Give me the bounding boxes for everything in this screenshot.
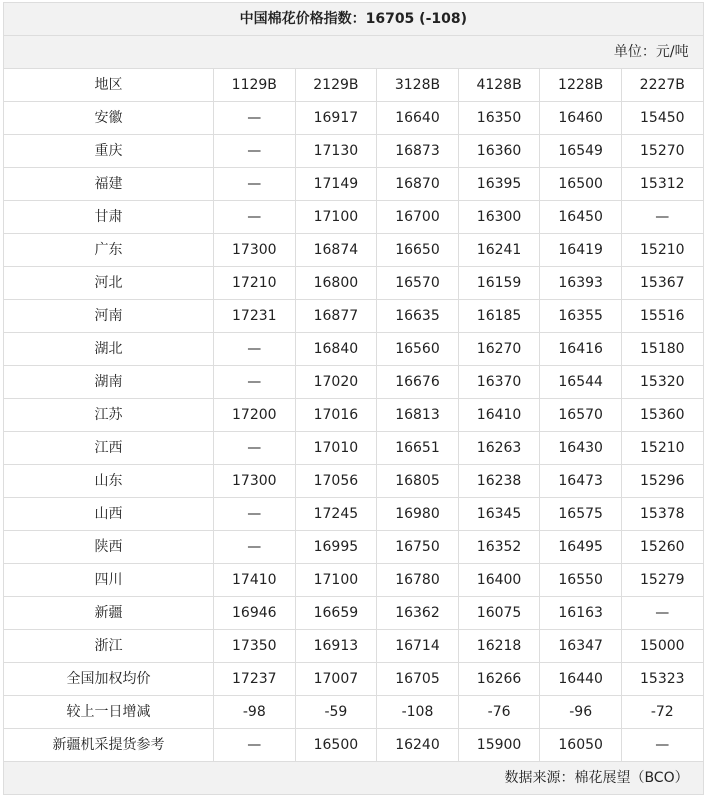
table-row <box>4 696 704 729</box>
price-cell: — <box>621 729 703 762</box>
price-cell: 16544 <box>540 366 622 399</box>
table-row <box>4 498 704 531</box>
price-cell: 16362 <box>377 597 459 630</box>
price-cell: 16050 <box>540 729 622 762</box>
header-grade: 4128B <box>458 69 540 102</box>
price-cell: 15320 <box>621 366 703 399</box>
price-cell: 16473 <box>540 465 622 498</box>
price-cell: 17010 <box>295 432 377 465</box>
price-cell: -72 <box>621 696 703 729</box>
price-cell: 17056 <box>295 465 377 498</box>
price-cell: 16266 <box>458 663 540 696</box>
region-cell: 河南 <box>4 300 214 333</box>
price-cell: — <box>214 135 296 168</box>
table-row <box>4 102 704 135</box>
price-cell: 16430 <box>540 432 622 465</box>
region-cell: 四川 <box>4 564 214 597</box>
price-cell: 17149 <box>295 168 377 201</box>
price-cell: 16575 <box>540 498 622 531</box>
table-row <box>4 564 704 597</box>
table-row <box>4 201 704 234</box>
header-row <box>4 69 704 102</box>
price-cell: -96 <box>540 696 622 729</box>
price-cell: -59 <box>295 696 377 729</box>
price-cell: 16410 <box>458 399 540 432</box>
price-cell: 16640 <box>377 102 459 135</box>
price-cell: 16870 <box>377 168 459 201</box>
price-cell: -98 <box>214 696 296 729</box>
price-cell: 17007 <box>295 663 377 696</box>
price-cell: 15210 <box>621 234 703 267</box>
region-cell: 甘肃 <box>4 201 214 234</box>
price-cell: — <box>214 333 296 366</box>
region-cell: 河北 <box>4 267 214 300</box>
price-cell: 16676 <box>377 366 459 399</box>
header-region: 地区 <box>4 69 214 102</box>
price-cell: 15378 <box>621 498 703 531</box>
price-cell: 17210 <box>214 267 296 300</box>
price-cell: 17016 <box>295 399 377 432</box>
table-title: 中国棉花价格指数：16705 (-108) <box>4 3 704 36</box>
price-cell: 16780 <box>377 564 459 597</box>
price-cell: 15367 <box>621 267 703 300</box>
price-cell: 15450 <box>621 102 703 135</box>
price-cell: — <box>214 531 296 564</box>
price-cell: 16750 <box>377 531 459 564</box>
table-row <box>4 399 704 432</box>
price-cell: -108 <box>377 696 459 729</box>
price-cell: 16570 <box>540 399 622 432</box>
source-label: 数据来源：棉花展望（BCO） <box>4 762 704 795</box>
table-row <box>4 432 704 465</box>
table-row <box>4 531 704 564</box>
header-grade: 3128B <box>377 69 459 102</box>
region-cell: 重庆 <box>4 135 214 168</box>
price-cell: 17237 <box>214 663 296 696</box>
price-cell: 16355 <box>540 300 622 333</box>
price-cell: 16873 <box>377 135 459 168</box>
price-cell: 16917 <box>295 102 377 135</box>
price-cell: 15180 <box>621 333 703 366</box>
region-cell: 浙江 <box>4 630 214 663</box>
price-table-container <box>3 2 703 795</box>
table-row <box>4 168 704 201</box>
price-cell: — <box>214 498 296 531</box>
price-cell: 16350 <box>458 102 540 135</box>
region-cell: 山东 <box>4 465 214 498</box>
price-cell: — <box>214 366 296 399</box>
price-cell: 17410 <box>214 564 296 597</box>
price-cell: 15000 <box>621 630 703 663</box>
table-row <box>4 597 704 630</box>
region-cell: 新疆 <box>4 597 214 630</box>
price-cell: 16700 <box>377 201 459 234</box>
price-cell: 16840 <box>295 333 377 366</box>
price-cell: 17350 <box>214 630 296 663</box>
region-cell: 安徽 <box>4 102 214 135</box>
region-cell: 全国加权均价 <box>4 663 214 696</box>
price-cell: 17130 <box>295 135 377 168</box>
price-cell: 15360 <box>621 399 703 432</box>
price-cell: 16360 <box>458 135 540 168</box>
region-cell: 陕西 <box>4 531 214 564</box>
price-cell: 17245 <box>295 498 377 531</box>
price-cell: 16440 <box>540 663 622 696</box>
title-row <box>4 3 704 36</box>
price-cell: — <box>621 201 703 234</box>
price-cell: 16946 <box>214 597 296 630</box>
region-cell: 福建 <box>4 168 214 201</box>
table-row <box>4 630 704 663</box>
price-cell: 16163 <box>540 597 622 630</box>
price-cell: — <box>621 597 703 630</box>
price-cell: 16913 <box>295 630 377 663</box>
price-cell: — <box>214 201 296 234</box>
price-cell: 16877 <box>295 300 377 333</box>
table-row <box>4 135 704 168</box>
price-cell: 16393 <box>540 267 622 300</box>
price-cell: 16159 <box>458 267 540 300</box>
price-cell: 17020 <box>295 366 377 399</box>
table-row <box>4 333 704 366</box>
price-cell: 16705 <box>377 663 459 696</box>
table-row <box>4 366 704 399</box>
price-cell: 16347 <box>540 630 622 663</box>
source-row <box>4 762 704 795</box>
price-cell: 16650 <box>377 234 459 267</box>
price-cell: 16241 <box>458 234 540 267</box>
price-cell: 15900 <box>458 729 540 762</box>
price-cell: 16240 <box>377 729 459 762</box>
price-cell: — <box>214 102 296 135</box>
price-cell: 16218 <box>458 630 540 663</box>
header-grade: 2129B <box>295 69 377 102</box>
price-cell: 16460 <box>540 102 622 135</box>
table-row <box>4 729 704 762</box>
region-cell: 湖南 <box>4 366 214 399</box>
price-cell: 16419 <box>540 234 622 267</box>
price-cell: 15516 <box>621 300 703 333</box>
price-cell: 16813 <box>377 399 459 432</box>
price-cell: -76 <box>458 696 540 729</box>
price-cell: 16714 <box>377 630 459 663</box>
region-cell: 新疆机采提货参考 <box>4 729 214 762</box>
price-cell: 16345 <box>458 498 540 531</box>
table-row <box>4 663 704 696</box>
table-row <box>4 267 704 300</box>
price-cell: 16635 <box>377 300 459 333</box>
price-cell: 15312 <box>621 168 703 201</box>
price-cell: 15279 <box>621 564 703 597</box>
price-cell: 16300 <box>458 201 540 234</box>
price-cell: 17300 <box>214 465 296 498</box>
price-cell: 16659 <box>295 597 377 630</box>
price-cell: — <box>214 168 296 201</box>
price-cell: 16263 <box>458 432 540 465</box>
price-cell: 16238 <box>458 465 540 498</box>
header-grade: 2227B <box>621 69 703 102</box>
price-cell: 16500 <box>540 168 622 201</box>
price-cell: 16570 <box>377 267 459 300</box>
price-cell: 16352 <box>458 531 540 564</box>
region-cell: 湖北 <box>4 333 214 366</box>
price-cell: 17100 <box>295 564 377 597</box>
price-cell: 17200 <box>214 399 296 432</box>
table-row <box>4 465 704 498</box>
price-cell: 16185 <box>458 300 540 333</box>
price-cell: 15323 <box>621 663 703 696</box>
unit-label: 单位：元/吨 <box>4 36 704 69</box>
region-cell: 江西 <box>4 432 214 465</box>
header-grade: 1228B <box>540 69 622 102</box>
price-cell: 16550 <box>540 564 622 597</box>
price-cell: — <box>214 729 296 762</box>
region-cell: 较上一日增减 <box>4 696 214 729</box>
price-cell: 16075 <box>458 597 540 630</box>
price-cell: 16560 <box>377 333 459 366</box>
price-cell: 16980 <box>377 498 459 531</box>
price-cell: 16874 <box>295 234 377 267</box>
price-cell: 15210 <box>621 432 703 465</box>
price-cell: 16651 <box>377 432 459 465</box>
price-cell: 16500 <box>295 729 377 762</box>
region-cell: 山西 <box>4 498 214 531</box>
price-cell: 16270 <box>458 333 540 366</box>
price-cell: 15260 <box>621 531 703 564</box>
price-cell: 16495 <box>540 531 622 564</box>
price-cell: 16805 <box>377 465 459 498</box>
table-row <box>4 300 704 333</box>
cotton-price-table <box>3 2 704 795</box>
region-cell: 广东 <box>4 234 214 267</box>
price-cell: 16549 <box>540 135 622 168</box>
unit-row <box>4 36 704 69</box>
price-cell: 17100 <box>295 201 377 234</box>
price-cell: 15270 <box>621 135 703 168</box>
price-cell: 16416 <box>540 333 622 366</box>
price-cell: 16370 <box>458 366 540 399</box>
price-cell: 16450 <box>540 201 622 234</box>
price-cell: 16995 <box>295 531 377 564</box>
header-grade: 1129B <box>214 69 296 102</box>
price-cell: 15296 <box>621 465 703 498</box>
price-cell: 17300 <box>214 234 296 267</box>
price-cell: — <box>214 432 296 465</box>
price-cell: 16400 <box>458 564 540 597</box>
price-cell: 17231 <box>214 300 296 333</box>
table-row <box>4 234 704 267</box>
price-cell: 16800 <box>295 267 377 300</box>
region-cell: 江苏 <box>4 399 214 432</box>
price-cell: 16395 <box>458 168 540 201</box>
